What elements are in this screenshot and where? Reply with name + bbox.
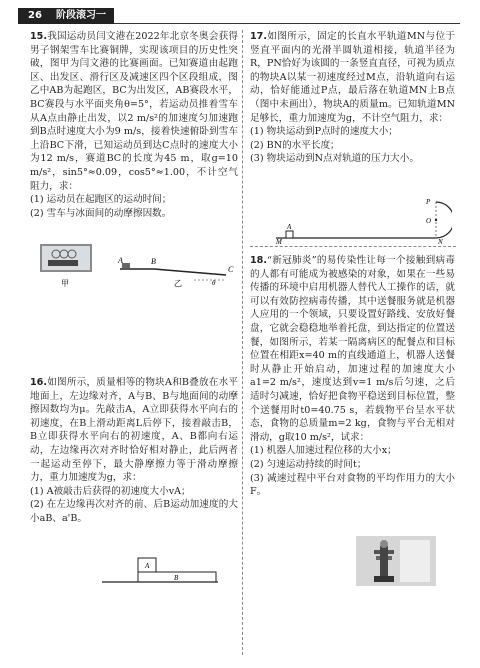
label-b: B bbox=[174, 574, 179, 582]
question-text: 如图所示，质量相等的物块A和B叠放在水平地面上，左边缘对齐，A与B、B与地面间的动摩擦因数均为μ。先敲击A，A立即获得水平向右的初速度，在B上滑动距离L后停下，接着敲击B，B立即获得水平向右的初速度，A、B都向右运动，左边缘再次对齐时恰好相对静止，此后两者一起运动至停下，最大静摩擦力等于滑动摩擦力，重力加速度为g，求： bbox=[30, 377, 238, 484]
figure-17-svg bbox=[262, 196, 452, 244]
block-a bbox=[286, 231, 293, 238]
track-bc bbox=[154, 269, 226, 275]
page-number: 26 bbox=[28, 10, 42, 21]
section-title: 阶段滚习一 bbox=[56, 10, 106, 21]
question-number: 17. bbox=[250, 31, 267, 42]
question-text: “新冠肺炎”的易传染性让每一个接触到病毒的人都有可能成为被感染的对象，如果在一些易传播的环境中启用机器人替代人工操作的话，就可以有效防控病毒传播，其中送餐服务就是机器人应用的一个领域，只要设置好路线、安放好餐盘，它就会稳稳地举着托盘，到达指定的位置送餐，如图所示，若某一隔离病区的配餐点和目标位置在相距x=40 m的直线通道上，机器人送餐时从静止开始启动，加速过程的加速度大小a1=2 m/s²，速度达到v=1 m/s后匀速，之后适时匀减速，恰好把食物平稳送到目标位置，整个送餐用时t0=40.75 s，若载物平台呈水平状态，食物的总质量m=2 kg，食物与平台无相对滑动，g取10 m/s²，试求： bbox=[250, 255, 455, 443]
question-part: (1) 运动员在起跑区的运动时间； bbox=[30, 194, 172, 206]
page-header bbox=[0, 0, 480, 30]
question-part: (2) 雪车与冰面间的动摩擦因数。 bbox=[30, 207, 172, 219]
label-a: A bbox=[145, 562, 150, 570]
label-n: N bbox=[438, 238, 443, 244]
sled-icon bbox=[122, 263, 130, 268]
question-part: (2) BN的水平长度； bbox=[250, 139, 340, 151]
label-c: C bbox=[228, 265, 234, 274]
label-jia: 甲 bbox=[61, 279, 69, 288]
figure-18-photo bbox=[356, 536, 436, 586]
question-15 bbox=[30, 30, 238, 220]
label-a: A bbox=[118, 256, 123, 265]
label-o: O bbox=[426, 217, 432, 225]
label-m: M bbox=[276, 238, 282, 244]
question-16 bbox=[30, 376, 238, 526]
question-17 bbox=[250, 30, 455, 166]
question-part: (1) 物块运动到P点时的速度大小； bbox=[250, 126, 398, 138]
question-text: 如图所示，固定的长直水平轨道MN与位于竖直平面内的光滑半圆轨道相接，轨道半径为R，PN恰好为该圆的一条竖直直径，可视为质点的物块A以某一初速度经过M点，沿轨道向右运动，恰好能通过P点，最后落在轨道MN上B点（图中未画出），物块A的质量m。已知轨道MN足够长，重力加速度为g，不计空气阻力，求： bbox=[250, 31, 455, 124]
background-door bbox=[400, 540, 430, 582]
question-part: (1) A被敲击后获得的初速度大小vA； bbox=[30, 485, 191, 497]
sled-athlete bbox=[48, 260, 78, 266]
question-part: (3) 减速过程中平台对食物的平均作用力的大小F。 bbox=[250, 472, 455, 498]
question-number: 18. bbox=[250, 255, 267, 266]
question-part: (3) 物块运动到N点对轨道的压力大小。 bbox=[250, 153, 419, 165]
question-part: (2) 在左边缘再次对齐的前、后B运动加速度的大小aB、a'B。 bbox=[30, 499, 238, 524]
figure-16 bbox=[100, 552, 220, 586]
semicircle-track bbox=[436, 202, 452, 238]
center-o bbox=[435, 219, 437, 221]
figure-15 bbox=[34, 242, 240, 294]
label-theta: θ bbox=[212, 279, 216, 287]
question-part: (1) 机器人加速过程位移的大小x； bbox=[250, 445, 397, 457]
question-18 bbox=[250, 254, 455, 499]
figure-15-svg bbox=[34, 242, 240, 294]
column-divider bbox=[242, 30, 243, 655]
question-separator bbox=[250, 246, 456, 247]
robot-photo-svg bbox=[356, 536, 436, 586]
label-p: P bbox=[426, 198, 431, 206]
header-bar bbox=[18, 8, 114, 24]
label-yi: 乙 bbox=[174, 279, 182, 288]
figure-16-svg bbox=[100, 552, 220, 586]
question-text: 我国运动员闫文港在2022年北京冬奥会获得男子钢架雪车比赛铜牌，实现该项目的历史性突破，图甲为闫文港的比赛画面。已知赛道由起跑区、出发区、滑行区及减速区四个区段组成，图乙中AB为起跑区，BC为出发区，AB赛段水平，BC赛段与水平面夹角θ=5°，若运动员推着雪车从A点由静止出发，以2 m/s²的加速度匀加速跑到B点时速度大小为9 m/s，接着快速俯卧到雪车上沿BC下滑，已知运动员到达C点时的速度大小为12 m/s，赛道BC的长度为45 m，取g=10 m/s²，sin5°≈0.09，cos5°≈1.00，不计空气阻力，求： bbox=[30, 31, 238, 192]
label-b: B bbox=[151, 257, 156, 266]
header-rule bbox=[114, 23, 460, 24]
robot-base bbox=[374, 576, 394, 582]
robot-body bbox=[380, 546, 388, 580]
figure-17 bbox=[262, 196, 452, 244]
robot-head bbox=[380, 540, 388, 548]
question-number: 16. bbox=[30, 377, 47, 388]
label-a: A bbox=[287, 223, 292, 231]
question-number: 15. bbox=[30, 31, 47, 42]
question-part: (2) 匀速运动持续的时间t； bbox=[250, 458, 367, 470]
